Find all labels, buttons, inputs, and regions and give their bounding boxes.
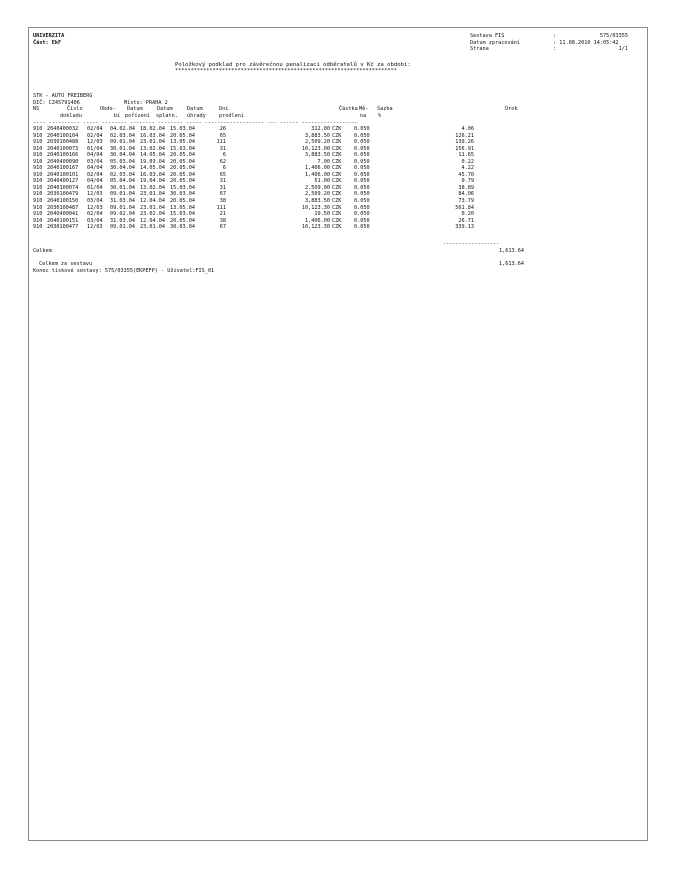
cell-doc-number: 2040100151 bbox=[47, 217, 79, 224]
cell-rate: 0.050 bbox=[354, 132, 370, 139]
cell-amount: 2,509.20 bbox=[305, 191, 330, 198]
company-tax-id: DIČ: CZ45791406 bbox=[33, 99, 80, 106]
cell-paid-date: 13.05.04 bbox=[170, 204, 195, 211]
col-currency: Mě- bbox=[359, 106, 369, 112]
cell-created-date: 04.02.04 bbox=[110, 126, 135, 132]
processing-date-label: Datum zpracování bbox=[470, 39, 520, 46]
cell-created-date: 09.02.04 bbox=[110, 211, 135, 218]
cell-paid-date: 13.05.04 bbox=[170, 139, 195, 146]
cell-days-late: 6 bbox=[222, 165, 226, 172]
cell-paid-date: 20.05.04 bbox=[170, 165, 195, 172]
cell-ns: 910 bbox=[33, 152, 43, 159]
col-doc-number: Číslo bbox=[67, 106, 83, 112]
cell-amount: 3,883.50 bbox=[305, 198, 330, 205]
report-id-value: : 575/03355 bbox=[553, 33, 628, 39]
cell-interest: 45.70 bbox=[458, 171, 474, 178]
cell-doc-number: 2040400041 bbox=[47, 211, 79, 218]
cell-amount: 19.50 bbox=[314, 211, 330, 218]
cell-interest: 11.65 bbox=[458, 152, 474, 159]
cell-interest: 84.06 bbox=[458, 191, 474, 198]
cell-period: 01/04 bbox=[87, 184, 103, 191]
cell-amount: 10,123.00 bbox=[301, 145, 330, 152]
cell-amount: 2,509.20 bbox=[305, 139, 330, 146]
cell-due-date: 23.01.04 bbox=[140, 204, 165, 211]
cell-paid-date: 15.03.04 bbox=[170, 126, 195, 132]
cell-paid-date: 20.05.04 bbox=[170, 217, 195, 224]
cell-period: 04/04 bbox=[87, 178, 103, 185]
cell-interest: 139.26 bbox=[455, 139, 474, 146]
data-table bbox=[33, 126, 474, 231]
col-created-date-2: pořízení bbox=[125, 112, 150, 119]
cell-doc-number: 2040100073 bbox=[47, 145, 79, 152]
cell-days-late: 31 bbox=[219, 145, 226, 152]
cell-rate: 0.050 bbox=[354, 165, 370, 172]
cell-amount: 3,883.50 bbox=[305, 132, 330, 139]
col-due-date-2: splatn. bbox=[156, 112, 178, 119]
cell-paid-date: 15.03.04 bbox=[170, 211, 195, 218]
cell-paid-date: 20.05.04 bbox=[170, 132, 195, 139]
cell-ns: 910 bbox=[33, 165, 43, 172]
cell-interest: 0.22 bbox=[461, 158, 474, 165]
cell-period: 02/04 bbox=[87, 126, 103, 132]
report-total-label: Celkem za sestavu bbox=[39, 261, 93, 267]
cell-currency: CZK bbox=[332, 217, 342, 224]
cell-rate: 0.050 bbox=[354, 217, 370, 224]
cell-currency: CZK bbox=[332, 204, 342, 211]
report-footer: Konec tiskové sestavy: 575/03355(EKPEFP) - Uživatel:FIS_01 bbox=[33, 267, 215, 274]
cell-amount: 1,406.00 bbox=[305, 217, 330, 224]
col-rate: Sazba bbox=[377, 106, 393, 112]
cell-period: 03/04 bbox=[87, 198, 103, 205]
cell-rate: 0.050 bbox=[354, 224, 370, 231]
cell-interest: 156.91 bbox=[455, 145, 474, 152]
cell-rate: 0.050 bbox=[354, 198, 370, 205]
cell-days-late: 62 bbox=[219, 158, 226, 165]
cell-rate: 0.050 bbox=[354, 204, 370, 211]
cell-period: 04/04 bbox=[87, 152, 103, 159]
col-amount: Částka bbox=[339, 106, 358, 112]
cell-period: 12/03 bbox=[87, 191, 103, 198]
cell-due-date: 23.02.04 bbox=[140, 211, 165, 218]
cell-rate: 0.050 bbox=[354, 171, 370, 178]
cell-currency: CZK bbox=[332, 126, 342, 132]
cell-created-date: 30.04.04 bbox=[110, 152, 135, 159]
cell-interest: 73.79 bbox=[458, 198, 474, 205]
cell-doc-number: 2030100479 bbox=[47, 191, 79, 198]
cell-amount: 3,883.50 bbox=[305, 152, 330, 159]
col-rate-2: % bbox=[378, 112, 382, 119]
cell-interest: 4.06 bbox=[461, 126, 474, 132]
cell-interest: 339.13 bbox=[455, 224, 474, 231]
col-days-late-2: prodlení bbox=[219, 112, 244, 119]
col-period-2: bí bbox=[114, 112, 121, 119]
cell-interest: 0.20 bbox=[461, 211, 474, 218]
cell-period: 02/04 bbox=[87, 211, 103, 218]
cell-days-late: 111 bbox=[216, 204, 226, 211]
cell-currency: CZK bbox=[332, 184, 342, 191]
cell-doc-number: 2040100074 bbox=[47, 184, 79, 191]
cell-created-date: 05.03.04 bbox=[110, 158, 135, 165]
cell-days-late: 67 bbox=[219, 191, 226, 198]
cell-currency: CZK bbox=[332, 178, 342, 185]
table-row bbox=[33, 224, 474, 231]
cell-paid-date: 30.03.04 bbox=[170, 224, 195, 231]
cell-created-date: 09.01.04 bbox=[110, 224, 135, 231]
cell-days-late: 31 bbox=[219, 178, 226, 185]
cell-doc-number: 2040400032 bbox=[47, 126, 79, 132]
company-location: Místo: PRAHA 2 bbox=[124, 99, 168, 106]
cell-days-late: 67 bbox=[219, 224, 226, 231]
cell-due-date: 14.05.04 bbox=[140, 165, 165, 172]
cell-created-date: 30.01.04 bbox=[110, 145, 135, 152]
cell-created-date: 02.03.04 bbox=[110, 171, 135, 178]
cell-days-late: 6 bbox=[222, 152, 226, 159]
cell-paid-date: 20.05.04 bbox=[170, 158, 195, 165]
cell-currency: CZK bbox=[332, 224, 342, 231]
cell-days-late: 38 bbox=[219, 198, 226, 205]
cell-paid-date: 20.05.04 bbox=[170, 198, 195, 205]
cell-period: 03/04 bbox=[87, 217, 103, 224]
totals-rule: ------------------ bbox=[443, 241, 500, 247]
cell-doc-number: 2030100488 bbox=[47, 139, 79, 146]
col-due-date: Datum bbox=[157, 106, 173, 112]
cell-ns: 910 bbox=[33, 178, 43, 185]
cell-doc-number: 2040400090 bbox=[47, 158, 79, 165]
cell-doc-number: 2040100104 bbox=[47, 132, 79, 139]
col-days-late: Dní bbox=[219, 106, 229, 112]
page-number: : 1/1 bbox=[553, 46, 628, 52]
cell-amount: 1,406.00 bbox=[305, 165, 330, 172]
cell-ns: 910 bbox=[33, 145, 43, 152]
cell-currency: CZK bbox=[332, 139, 342, 146]
cell-currency: CZK bbox=[332, 198, 342, 205]
cell-paid-date: 20.05.04 bbox=[170, 171, 195, 178]
cell-due-date: 16.03.04 bbox=[140, 132, 165, 139]
cell-ns: 910 bbox=[33, 217, 43, 224]
report-id-label: Sestava FIS bbox=[470, 33, 505, 39]
cell-currency: CZK bbox=[332, 132, 342, 139]
cell-created-date: 09.01.04 bbox=[110, 204, 135, 211]
cell-rate: 0.050 bbox=[354, 184, 370, 191]
cell-ns: 910 bbox=[33, 204, 43, 211]
company-name: STK - AUTO FREIBERG bbox=[33, 93, 93, 99]
cell-due-date: 13.02.04 bbox=[140, 145, 165, 152]
cell-rate: 0.050 bbox=[354, 178, 370, 185]
cell-ns: 910 bbox=[33, 158, 43, 165]
col-doc-number-2: dokladu bbox=[60, 112, 82, 119]
cell-days-late: 31 bbox=[219, 184, 226, 191]
cell-interest: 0.79 bbox=[461, 178, 474, 185]
cell-rate: 0.050 bbox=[354, 139, 370, 146]
cell-paid-date: 20.05.04 bbox=[170, 178, 195, 185]
cell-interest: 38.89 bbox=[458, 184, 474, 191]
cell-created-date: 30.01.04 bbox=[110, 184, 135, 191]
cell-days-late: 65 bbox=[219, 132, 226, 139]
col-period: Obdo- bbox=[100, 106, 116, 112]
cell-period: 12/03 bbox=[87, 139, 103, 146]
cell-amount: 10,123.30 bbox=[301, 224, 330, 231]
data-table-body bbox=[33, 126, 474, 231]
cell-currency: CZK bbox=[332, 165, 342, 172]
cell-interest: 26.71 bbox=[458, 217, 474, 224]
cell-period: 02/04 bbox=[87, 171, 103, 178]
cell-ns: 910 bbox=[33, 132, 43, 139]
cell-currency: CZK bbox=[332, 171, 342, 178]
cell-created-date: 05.04.04 bbox=[110, 178, 135, 185]
cell-paid-date: 15.03.04 bbox=[170, 145, 195, 152]
cell-due-date: 13.02.04 bbox=[140, 184, 165, 191]
cell-due-date: 19.03.04 bbox=[140, 158, 165, 165]
cell-due-date: 12.04.04 bbox=[140, 198, 165, 205]
col-ns: NS bbox=[33, 106, 40, 112]
cell-due-date: 18.02.04 bbox=[140, 126, 165, 132]
cell-doc-number: 2030100477 bbox=[47, 224, 79, 231]
cell-ns: 910 bbox=[33, 184, 43, 191]
report-total-value: 1,613.64 bbox=[499, 261, 524, 267]
page-label: Strana bbox=[470, 46, 489, 52]
col-paid-date: Datum bbox=[187, 106, 203, 112]
cell-doc-number: 2040100166 bbox=[47, 152, 79, 159]
cell-due-date: 23.01.04 bbox=[140, 191, 165, 198]
cell-ns: 910 bbox=[33, 171, 43, 178]
cell-amount: 312.00 bbox=[311, 126, 330, 132]
cell-created-date: 31.03.04 bbox=[110, 217, 135, 224]
col-currency-2: na bbox=[360, 112, 367, 119]
col-paid-date-2: úhrady bbox=[187, 112, 206, 119]
cell-due-date: 12.04.04 bbox=[140, 217, 165, 224]
cell-amount: 51.00 bbox=[314, 178, 330, 185]
cell-doc-number: 2040100150 bbox=[47, 198, 79, 205]
cell-created-date: 02.03.04 bbox=[110, 132, 135, 139]
title-underline: *********************************************************************** bbox=[175, 68, 397, 74]
cell-rate: 0.050 bbox=[354, 191, 370, 198]
cell-interest: 561.84 bbox=[455, 204, 474, 211]
cell-due-date: 23.01.04 bbox=[140, 139, 165, 146]
cell-interest: 126.21 bbox=[455, 132, 474, 139]
cell-ns: 910 bbox=[33, 198, 43, 205]
cell-currency: CZK bbox=[332, 211, 342, 218]
cell-rate: 0.050 bbox=[354, 152, 370, 159]
cell-rate: 0.050 bbox=[354, 145, 370, 152]
cell-created-date: 31.03.04 bbox=[110, 198, 135, 205]
cell-rate: 0.050 bbox=[354, 158, 370, 165]
processing-date-value: : 11.08.2010 14:05:42 bbox=[553, 39, 619, 46]
cell-days-late: 21 bbox=[219, 211, 226, 218]
cell-currency: CZK bbox=[332, 191, 342, 198]
cell-interest: 4.22 bbox=[461, 165, 474, 172]
cell-due-date: 16.03.04 bbox=[140, 171, 165, 178]
cell-days-late: 26 bbox=[219, 126, 226, 132]
cell-period: 04/04 bbox=[87, 165, 103, 172]
cell-amount: 1,406.00 bbox=[305, 171, 330, 178]
cell-currency: CZK bbox=[332, 152, 342, 159]
cell-created-date: 09.01.04 bbox=[110, 139, 135, 146]
col-interest: Úrok bbox=[505, 106, 518, 112]
cell-due-date: 14.05.04 bbox=[140, 152, 165, 159]
total-label: Celkem bbox=[33, 248, 52, 254]
report-title: Položkový podklad pro závěrečnou penalizaci odběratelů v Kč za období: bbox=[175, 62, 411, 68]
header-rule: ---- ---------- ----- -------- -------- -------- ----- ------------------- --- ------ ------------------ bbox=[33, 120, 358, 126]
cell-period: 12/03 bbox=[87, 204, 103, 211]
cell-amount: 7.00 bbox=[317, 158, 330, 165]
cell-ns: 910 bbox=[33, 211, 43, 218]
cell-amount: 2,509.00 bbox=[305, 184, 330, 191]
cell-due-date: 23.01.04 bbox=[140, 224, 165, 231]
total-value: 1,613.64 bbox=[499, 248, 524, 254]
cell-doc-number: 2040100101 bbox=[47, 171, 79, 178]
cell-period: 02/04 bbox=[87, 132, 103, 139]
cell-paid-date: 15.03.04 bbox=[170, 184, 195, 191]
cell-paid-date: 20.05.04 bbox=[170, 152, 195, 159]
col-created-date: Datum bbox=[127, 106, 143, 112]
cell-ns: 910 bbox=[33, 126, 43, 132]
cell-days-late: 38 bbox=[219, 217, 226, 224]
cell-amount: 10,123.30 bbox=[301, 204, 330, 211]
cell-currency: CZK bbox=[332, 158, 342, 165]
cell-rate: 0.050 bbox=[354, 211, 370, 218]
cell-days-late: 65 bbox=[219, 171, 226, 178]
cell-days-late: 111 bbox=[216, 139, 226, 146]
cell-rate: 0.050 bbox=[354, 126, 370, 132]
cell-period: 12/03 bbox=[87, 224, 103, 231]
cell-doc-number: 2040400127 bbox=[47, 178, 79, 185]
cell-due-date: 19.04.04 bbox=[140, 178, 165, 185]
cell-created-date: 09.01.04 bbox=[110, 191, 135, 198]
cell-ns: 910 bbox=[33, 139, 43, 146]
cell-doc-number: 2040100167 bbox=[47, 165, 79, 172]
cell-doc-number: 2030100487 bbox=[47, 204, 79, 211]
university-label: UNIVERZITA bbox=[33, 33, 65, 39]
report-page bbox=[28, 27, 648, 841]
cell-period: 03/04 bbox=[87, 158, 103, 165]
cell-ns: 910 bbox=[33, 191, 43, 198]
cell-currency: CZK bbox=[332, 145, 342, 152]
cell-ns: 910 bbox=[33, 224, 43, 231]
cell-created-date: 30.04.04 bbox=[110, 165, 135, 172]
cell-paid-date: 30.03.04 bbox=[170, 191, 195, 198]
cell-period: 01/04 bbox=[87, 145, 103, 152]
faculty-label: Část: EkF bbox=[33, 39, 62, 46]
